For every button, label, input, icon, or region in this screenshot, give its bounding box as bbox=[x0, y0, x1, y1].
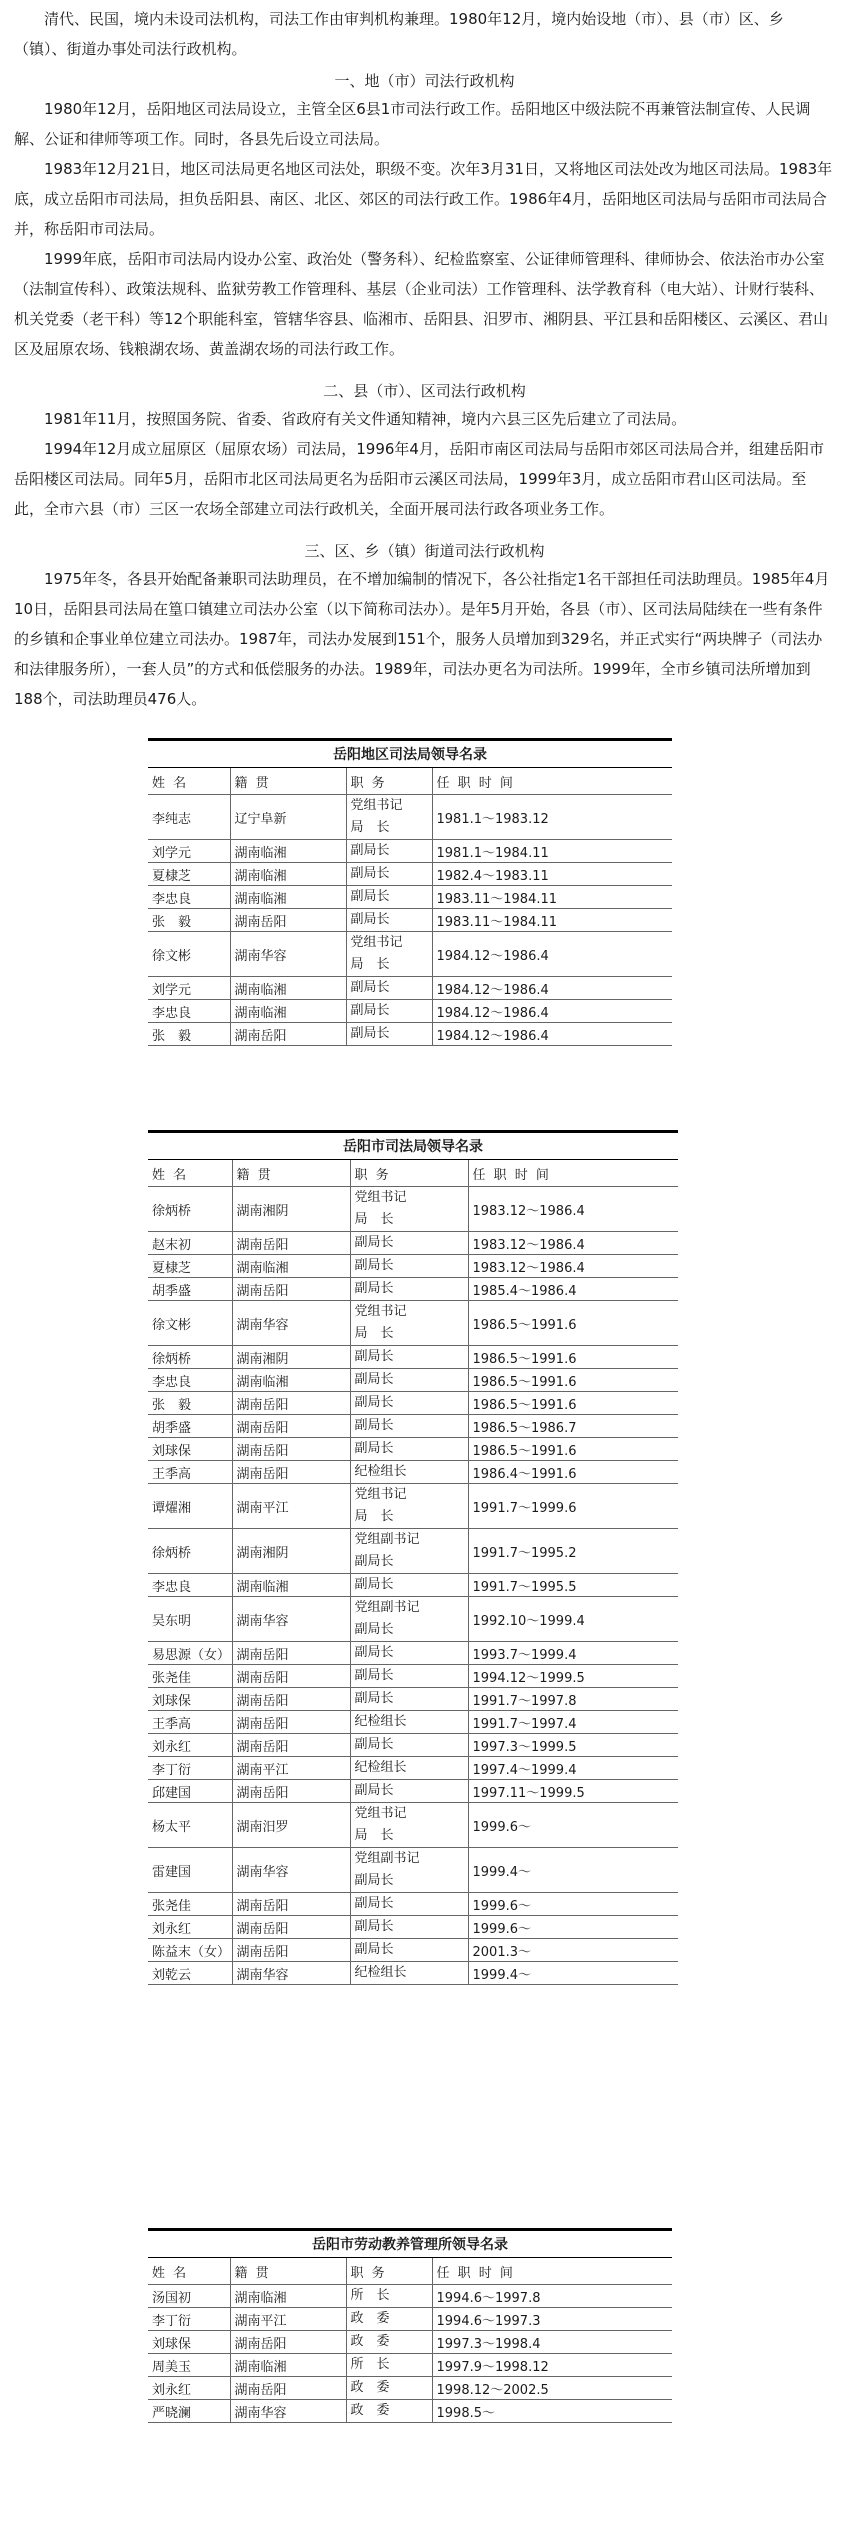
cell-term: 1999.6～ bbox=[468, 1916, 678, 1939]
table-row bbox=[148, 1369, 678, 1392]
intro-paragraph: 清代、民国，境内未设司法机构，司法工作由审判机构兼理。1980年12月，境内始设地（市）、县（市）区、乡（镇）、街道办事处司法行政机构。 bbox=[14, 10, 784, 58]
section1-paragraph-3: 1999年底，岳阳市司法局内设办公室、政治处（警务科）、纪检监察室、公证律师管理科、律师协会、依法治市办公室（法制宣传科）、政策法规科、监狱劳教工作管理科、基层（企业司法）工作管理科、法学教育科（电大站）、计财行装科、机关党委（老干科）等12个职能科室，管辖华容县、临湘市、岳阳县、汨罗市、湘阴县、平江县和岳阳楼区、云溪区、君山区及屈原农场、钱粮湖农场、黄盖湖农场的司法行政工作。 bbox=[14, 250, 829, 358]
cell-name: 王季高 bbox=[148, 1461, 232, 1484]
table-row bbox=[148, 1848, 678, 1893]
cell-name: 汤国初 bbox=[148, 2285, 230, 2308]
table-row bbox=[148, 1711, 678, 1734]
cell-position: 纪检组长 bbox=[350, 1711, 468, 1734]
cell-name: 李忠良 bbox=[148, 886, 230, 909]
table-row bbox=[148, 1187, 678, 1232]
table-row bbox=[148, 1757, 678, 1780]
cell-term: 1986.5～1991.6 bbox=[468, 1346, 678, 1369]
table-row bbox=[148, 1893, 678, 1916]
cell-term: 1982.4～1983.11 bbox=[432, 863, 672, 886]
table-row bbox=[148, 1000, 672, 1023]
cell-native-place: 湖南华容 bbox=[230, 2400, 346, 2423]
table-row bbox=[148, 909, 672, 932]
cell-name: 李纯志 bbox=[148, 795, 230, 840]
column-header-native-place: 籍 贯 bbox=[230, 2258, 346, 2285]
cell-term: 1997.4～1999.4 bbox=[468, 1757, 678, 1780]
cell-position: 副局长 bbox=[350, 1780, 468, 1803]
cell-name: 李忠良 bbox=[148, 1000, 230, 1023]
column-header-native-place: 籍 贯 bbox=[232, 1160, 350, 1187]
cell-name: 刘永红 bbox=[148, 2377, 230, 2400]
table-header-row bbox=[148, 1160, 678, 1187]
cell-name: 夏棣芝 bbox=[148, 863, 230, 886]
column-header-name: 姓 名 bbox=[148, 768, 230, 795]
cell-native-place: 湖南湘阴 bbox=[232, 1187, 350, 1232]
table-row bbox=[148, 2308, 672, 2331]
cell-name: 邱建国 bbox=[148, 1780, 232, 1803]
cell-position: 副局长 bbox=[346, 909, 432, 932]
cell-name: 张 毅 bbox=[148, 909, 230, 932]
cell-native-place: 湖南岳阳 bbox=[232, 1688, 350, 1711]
cell-position: 副局长 bbox=[346, 977, 432, 1000]
cell-term: 1981.1～1983.12 bbox=[432, 795, 672, 840]
cell-native-place: 湖南岳阳 bbox=[230, 1023, 346, 1046]
cell-position: 党组书记 局 长 bbox=[346, 795, 432, 840]
table-row bbox=[148, 1278, 678, 1301]
cell-position: 副局长 bbox=[350, 1688, 468, 1711]
cell-term: 1983.12～1986.4 bbox=[468, 1255, 678, 1278]
cell-position: 副局长 bbox=[350, 1392, 468, 1415]
cell-native-place: 湖南岳阳 bbox=[232, 1415, 350, 1438]
cell-native-place: 湖南岳阳 bbox=[230, 909, 346, 932]
cell-position: 副局长 bbox=[350, 1893, 468, 1916]
cell-native-place: 湖南临湘 bbox=[230, 2285, 346, 2308]
cell-name: 谭燿湘 bbox=[148, 1484, 232, 1529]
cell-term: 1999.4～ bbox=[468, 1962, 678, 1985]
cell-term: 1999.4～ bbox=[468, 1848, 678, 1893]
cell-native-place: 湖南岳阳 bbox=[232, 1232, 350, 1255]
cell-name: 刘球保 bbox=[148, 2331, 230, 2354]
table-row bbox=[148, 1665, 678, 1688]
cell-position: 副局长 bbox=[346, 840, 432, 863]
cell-native-place: 湖南临湘 bbox=[230, 2354, 346, 2377]
cell-position: 党组副书记 副局长 bbox=[350, 1529, 468, 1574]
cell-term: 1986.5～1991.6 bbox=[468, 1392, 678, 1415]
cell-term: 1997.3～1998.4 bbox=[432, 2331, 672, 2354]
cell-position: 党组书记 局 长 bbox=[350, 1803, 468, 1848]
cell-position: 纪检组长 bbox=[350, 1962, 468, 1985]
cell-term: 1992.10～1999.4 bbox=[468, 1597, 678, 1642]
table-row bbox=[148, 1529, 678, 1574]
table-row bbox=[148, 2285, 672, 2308]
reeducation-center-leaders-table bbox=[148, 2228, 672, 2423]
table-row bbox=[148, 1916, 678, 1939]
cell-position: 副局长 bbox=[350, 1438, 468, 1461]
table-row bbox=[148, 1232, 678, 1255]
cell-position: 副局长 bbox=[350, 1415, 468, 1438]
cell-position: 副局长 bbox=[350, 1278, 468, 1301]
cell-native-place: 湖南临湘 bbox=[232, 1255, 350, 1278]
cell-term: 1983.12～1986.4 bbox=[468, 1232, 678, 1255]
cell-term: 1998.12～2002.5 bbox=[432, 2377, 672, 2400]
section2-paragraph-1: 1981年11月，按照国务院、省委、省政府有关文件通知精神，境内六县三区先后建立了司法局。 bbox=[44, 410, 687, 428]
table-row bbox=[148, 1597, 678, 1642]
cell-term: 1997.3～1999.5 bbox=[468, 1734, 678, 1757]
table-row bbox=[148, 1255, 678, 1278]
cell-term: 1983.11～1984.11 bbox=[432, 909, 672, 932]
cell-position: 副局长 bbox=[350, 1232, 468, 1255]
cell-native-place: 湖南华容 bbox=[230, 932, 346, 977]
column-header-term: 任 职 时 间 bbox=[432, 2258, 672, 2285]
cell-name: 胡季盛 bbox=[148, 1415, 232, 1438]
section1-paragraph-1: 1980年12月，岳阳地区司法局设立，主管全区6县1市司法行政工作。岳阳地区中级法院不再兼管法制宣传、人民调解、公证和律师等项工作。同时，各县先后设立司法局。 bbox=[14, 100, 811, 148]
cell-name: 李丁衍 bbox=[148, 1757, 232, 1780]
cell-native-place: 湖南临湘 bbox=[230, 977, 346, 1000]
cell-name: 徐文彬 bbox=[148, 1301, 232, 1346]
table-row bbox=[148, 1803, 678, 1848]
cell-name: 刘球保 bbox=[148, 1438, 232, 1461]
city-bureau-leaders-table bbox=[148, 1130, 678, 1985]
cell-position: 副局长 bbox=[350, 1574, 468, 1597]
cell-native-place: 湖南临湘 bbox=[232, 1574, 350, 1597]
section2-paragraph-2: 1994年12月成立屈原区（屈原农场）司法局，1996年4月，岳阳市南区司法局与岳阳市郊区司法局合并，组建岳阳市岳阳楼区司法局。同年5月，岳阳市北区司法局更名为岳阳市云溪区司法局，1999年3月，成立岳阳市君山区司法局。至此，全市六县（市）三区一农场全部建立司法行政机关，全面开展司法行政各项业务工作。 bbox=[14, 440, 824, 518]
cell-position: 所 长 bbox=[346, 2285, 432, 2308]
cell-position: 党组书记 局 长 bbox=[350, 1301, 468, 1346]
table-row bbox=[148, 1023, 672, 1046]
cell-name: 张尧佳 bbox=[148, 1893, 232, 1916]
cell-name: 徐炳桥 bbox=[148, 1187, 232, 1232]
cell-position: 政 委 bbox=[346, 2377, 432, 2400]
cell-term: 1993.7～1999.4 bbox=[468, 1642, 678, 1665]
cell-position: 副局长 bbox=[350, 1369, 468, 1392]
cell-term: 1991.7～1997.4 bbox=[468, 1711, 678, 1734]
column-header-term: 任 职 时 间 bbox=[432, 768, 672, 795]
cell-native-place: 湖南岳阳 bbox=[232, 1939, 350, 1962]
table-row bbox=[148, 1438, 678, 1461]
cell-name: 杨太平 bbox=[148, 1803, 232, 1848]
cell-position: 党组书记 局 长 bbox=[350, 1484, 468, 1529]
cell-position: 党组书记 局 长 bbox=[350, 1187, 468, 1232]
cell-native-place: 湖南岳阳 bbox=[230, 2331, 346, 2354]
cell-native-place: 湖南临湘 bbox=[230, 863, 346, 886]
cell-native-place: 湖南华容 bbox=[232, 1597, 350, 1642]
table-title: 岳阳地区司法局领导名录 bbox=[148, 740, 672, 768]
cell-name: 张 毅 bbox=[148, 1392, 232, 1415]
cell-native-place: 湖南临湘 bbox=[230, 840, 346, 863]
cell-native-place: 湖南湘阴 bbox=[232, 1346, 350, 1369]
cell-term: 1986.5～1991.6 bbox=[468, 1369, 678, 1392]
cell-native-place: 湖南华容 bbox=[232, 1848, 350, 1893]
cell-native-place: 湖南汨罗 bbox=[232, 1803, 350, 1848]
cell-term: 1983.11～1984.11 bbox=[432, 886, 672, 909]
cell-native-place: 湖南岳阳 bbox=[232, 1780, 350, 1803]
cell-term: 1991.7～1995.2 bbox=[468, 1529, 678, 1574]
cell-name: 雷建国 bbox=[148, 1848, 232, 1893]
column-header-name: 姓 名 bbox=[148, 1160, 232, 1187]
cell-name: 李丁衍 bbox=[148, 2308, 230, 2331]
cell-term: 2001.3～ bbox=[468, 1939, 678, 1962]
cell-term: 1994.6～1997.8 bbox=[432, 2285, 672, 2308]
cell-position: 副局长 bbox=[350, 1939, 468, 1962]
cell-term: 1991.7～1995.5 bbox=[468, 1574, 678, 1597]
table-row bbox=[148, 1688, 678, 1711]
cell-name: 夏棣芝 bbox=[148, 1255, 232, 1278]
cell-position: 副局长 bbox=[346, 886, 432, 909]
table-row bbox=[148, 1461, 678, 1484]
table-row bbox=[148, 977, 672, 1000]
table-row bbox=[148, 2377, 672, 2400]
table-row bbox=[148, 795, 672, 840]
cell-name: 刘乾云 bbox=[148, 1962, 232, 1985]
table-row bbox=[148, 1574, 678, 1597]
cell-position: 副局长 bbox=[346, 1023, 432, 1046]
cell-name: 李忠良 bbox=[148, 1369, 232, 1392]
cell-native-place: 湖南平江 bbox=[232, 1757, 350, 1780]
table-row bbox=[148, 863, 672, 886]
cell-position: 纪检组长 bbox=[350, 1461, 468, 1484]
table-row bbox=[148, 2400, 672, 2423]
cell-native-place: 湖南临湘 bbox=[232, 1369, 350, 1392]
cell-native-place: 湖南华容 bbox=[232, 1301, 350, 1346]
cell-native-place: 湖南岳阳 bbox=[232, 1461, 350, 1484]
cell-native-place: 湖南岳阳 bbox=[232, 1438, 350, 1461]
cell-native-place: 湖南岳阳 bbox=[232, 1665, 350, 1688]
cell-position: 副局长 bbox=[350, 1255, 468, 1278]
table-header-row bbox=[148, 768, 672, 795]
cell-native-place: 湖南岳阳 bbox=[232, 1392, 350, 1415]
cell-position: 纪检组长 bbox=[350, 1757, 468, 1780]
cell-position: 政 委 bbox=[346, 2331, 432, 2354]
cell-name: 吴东明 bbox=[148, 1597, 232, 1642]
cell-term: 1986.5～1991.6 bbox=[468, 1438, 678, 1461]
cell-position: 副局长 bbox=[350, 1665, 468, 1688]
cell-term: 1986.5～1986.7 bbox=[468, 1415, 678, 1438]
table-row bbox=[148, 1415, 678, 1438]
cell-term: 1983.12～1986.4 bbox=[468, 1187, 678, 1232]
cell-term: 1984.12～1986.4 bbox=[432, 1000, 672, 1023]
cell-native-place: 湖南岳阳 bbox=[232, 1893, 350, 1916]
table-row bbox=[148, 840, 672, 863]
cell-name: 刘球保 bbox=[148, 1688, 232, 1711]
cell-name: 刘永红 bbox=[148, 1916, 232, 1939]
section1-paragraph-2: 1983年12月21日，地区司法局更名地区司法处，职级不变。次年3月31日，又将地区司法处改为地区司法局。1983年底，成立岳阳市司法局，担负岳阳县、南区、北区、郊区的司法行政工作。1986年4月，岳阳地区司法局与岳阳市司法局合并，称岳阳市司法局。 bbox=[14, 160, 833, 238]
table-row bbox=[148, 2354, 672, 2377]
table-row bbox=[148, 2331, 672, 2354]
cell-native-place: 湖南岳阳 bbox=[232, 1278, 350, 1301]
cell-term: 1986.5～1991.6 bbox=[468, 1301, 678, 1346]
section-heading-prefecture: 一、地（市）司法行政机构 bbox=[334, 72, 515, 90]
cell-term: 1981.1～1984.11 bbox=[432, 840, 672, 863]
cell-term: 1999.6～ bbox=[468, 1803, 678, 1848]
cell-name: 徐文彬 bbox=[148, 932, 230, 977]
cell-position: 副局长 bbox=[350, 1916, 468, 1939]
cell-term: 1997.9～1998.12 bbox=[432, 2354, 672, 2377]
cell-native-place: 湖南平江 bbox=[232, 1484, 350, 1529]
cell-native-place: 湖南岳阳 bbox=[232, 1711, 350, 1734]
cell-name: 李忠良 bbox=[148, 1574, 232, 1597]
table-row bbox=[148, 1484, 678, 1529]
column-header-term: 任 职 时 间 bbox=[468, 1160, 678, 1187]
cell-term: 1984.12～1986.4 bbox=[432, 932, 672, 977]
cell-native-place: 湖南华容 bbox=[232, 1962, 350, 1985]
cell-position: 所 长 bbox=[346, 2354, 432, 2377]
cell-position: 党组副书记 副局长 bbox=[350, 1597, 468, 1642]
table-row bbox=[148, 932, 672, 977]
column-header-position: 职 务 bbox=[346, 2258, 432, 2285]
cell-position: 政 委 bbox=[346, 2308, 432, 2331]
cell-name: 王季高 bbox=[148, 1711, 232, 1734]
table-row bbox=[148, 1939, 678, 1962]
cell-name: 易思源（女） bbox=[148, 1642, 232, 1665]
cell-position: 副局长 bbox=[350, 1642, 468, 1665]
cell-name: 徐炳桥 bbox=[148, 1529, 232, 1574]
table-header-row bbox=[148, 2258, 672, 2285]
cell-native-place: 湖南湘阴 bbox=[232, 1529, 350, 1574]
cell-term: 1998.5～ bbox=[432, 2400, 672, 2423]
cell-term: 1986.4～1991.6 bbox=[468, 1461, 678, 1484]
cell-term: 1997.11～1999.5 bbox=[468, 1780, 678, 1803]
section-heading-county: 二、县（市）、区司法行政机构 bbox=[323, 382, 526, 400]
cell-native-place: 湖南岳阳 bbox=[232, 1916, 350, 1939]
prefecture-bureau-leaders-table bbox=[148, 738, 672, 1046]
cell-position: 副局长 bbox=[346, 863, 432, 886]
column-header-position: 职 务 bbox=[346, 768, 432, 795]
column-header-name: 姓 名 bbox=[148, 2258, 230, 2285]
cell-term: 1994.12～1999.5 bbox=[468, 1665, 678, 1688]
table-row bbox=[148, 1392, 678, 1415]
cell-native-place: 湖南岳阳 bbox=[232, 1734, 350, 1757]
cell-position: 党组副书记 副局长 bbox=[350, 1848, 468, 1893]
column-header-native-place: 籍 贯 bbox=[230, 768, 346, 795]
cell-native-place: 湖南岳阳 bbox=[232, 1642, 350, 1665]
cell-term: 1991.7～1997.8 bbox=[468, 1688, 678, 1711]
table-row bbox=[148, 1962, 678, 1985]
cell-name: 周美玉 bbox=[148, 2354, 230, 2377]
section-heading-township: 三、区、乡（镇）街道司法行政机构 bbox=[304, 542, 545, 560]
cell-native-place: 湖南临湘 bbox=[230, 886, 346, 909]
cell-name: 胡季盛 bbox=[148, 1278, 232, 1301]
cell-name: 徐炳桥 bbox=[148, 1346, 232, 1369]
cell-name: 陈益末（女） bbox=[148, 1939, 232, 1962]
cell-position: 党组书记 局 长 bbox=[346, 932, 432, 977]
cell-native-place: 湖南平江 bbox=[230, 2308, 346, 2331]
cell-name: 刘永红 bbox=[148, 1734, 232, 1757]
cell-name: 严晓澜 bbox=[148, 2400, 230, 2423]
cell-name: 赵末初 bbox=[148, 1232, 232, 1255]
cell-native-place: 辽宁阜新 bbox=[230, 795, 346, 840]
cell-name: 张 毅 bbox=[148, 1023, 230, 1046]
cell-position: 副局长 bbox=[350, 1734, 468, 1757]
table-title: 岳阳市司法局领导名录 bbox=[148, 1132, 678, 1160]
cell-native-place: 湖南临湘 bbox=[230, 1000, 346, 1023]
cell-native-place: 湖南岳阳 bbox=[230, 2377, 346, 2400]
cell-name: 刘学元 bbox=[148, 977, 230, 1000]
cell-term: 1984.12～1986.4 bbox=[432, 977, 672, 1000]
section3-paragraph-1: 1975年冬，各县开始配备兼职司法助理员，在不增加编制的情况下，各公社指定1名干部担任司法助理员。1985年4月10日，岳阳县司法局在篁口镇建立司法办公室（以下简称司法办）。是年5月开始，各县（市）、区司法局陆续在一些有条件的乡镇和企事业单位建立司法办。1987年，司法办发展到151个，服务人员增加到329名，并正式实行“两块牌子（司法办和法律服务所），一套人员”的方式和低偿服务的办法。1989年，司法办更名为司法所。1999年，全市乡镇司法所增加到188个，司法助理员476人。 bbox=[14, 570, 830, 708]
table-row bbox=[148, 1301, 678, 1346]
cell-term: 1991.7～1999.6 bbox=[468, 1484, 678, 1529]
cell-name: 张尧佳 bbox=[148, 1665, 232, 1688]
cell-name: 刘学元 bbox=[148, 840, 230, 863]
cell-position: 副局长 bbox=[346, 1000, 432, 1023]
cell-term: 1984.12～1986.4 bbox=[432, 1023, 672, 1046]
table-row bbox=[148, 1734, 678, 1757]
table-title: 岳阳市劳动教养管理所领导名录 bbox=[148, 2230, 672, 2258]
cell-position: 副局长 bbox=[350, 1346, 468, 1369]
cell-term: 1985.4～1986.4 bbox=[468, 1278, 678, 1301]
table-row bbox=[148, 1780, 678, 1803]
column-header-position: 职 务 bbox=[350, 1160, 468, 1187]
cell-term: 1999.6～ bbox=[468, 1893, 678, 1916]
cell-term: 1994.6～1997.3 bbox=[432, 2308, 672, 2331]
table-row bbox=[148, 1346, 678, 1369]
cell-position: 政 委 bbox=[346, 2400, 432, 2423]
table-row bbox=[148, 1642, 678, 1665]
table-row bbox=[148, 886, 672, 909]
